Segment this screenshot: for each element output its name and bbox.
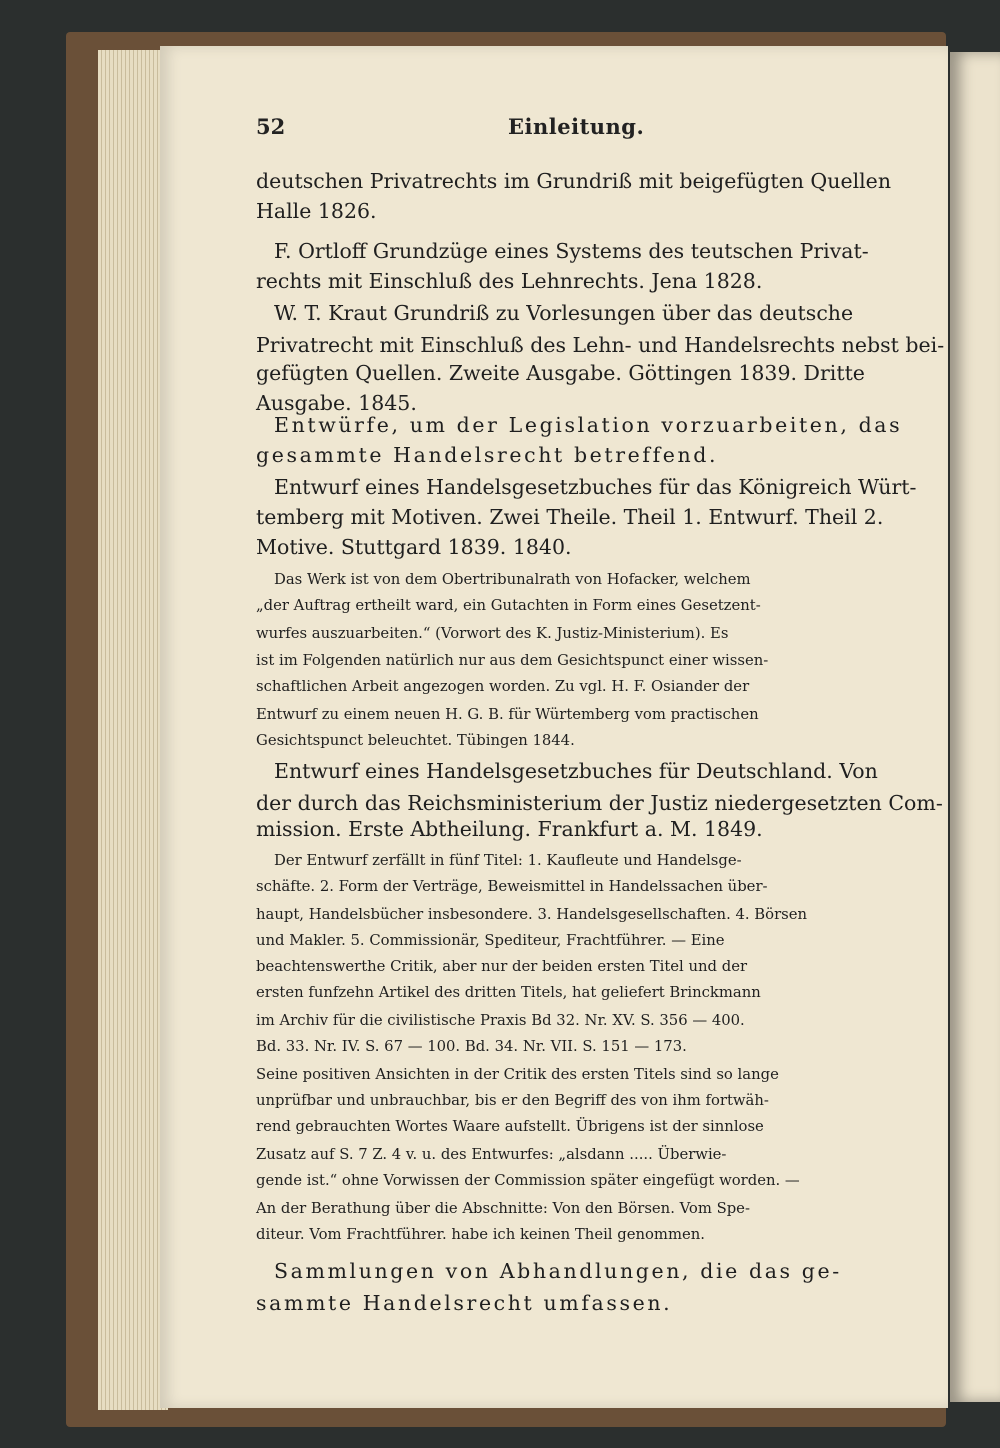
text-line: Gesichtspunct beleuchtet. Tübingen 1844. <box>256 732 575 749</box>
page-number: 52 <box>256 114 286 139</box>
text-line: Bd. 33. Nr. IV. S. 67 — 100. Bd. 34. Nr. VII. S. 151 — 173. <box>256 1038 687 1055</box>
page-edges <box>98 50 168 1410</box>
text-line: und Makler. 5. Commissionär, Spediteur, Frachtführer. — Eine <box>256 932 725 949</box>
text-line: schäfte. 2. Form der Verträge, Beweismittel in Handelssachen über- <box>256 878 768 895</box>
text-line: Entwurf zu einem neuen H. G. B. für Würtemberg vom practischen <box>256 706 759 723</box>
text-line: Der Entwurf zerfällt in fünf Titel: 1. Kaufleute und Handelsge- <box>274 852 742 869</box>
running-head: Einleitung. <box>508 114 645 139</box>
text-line: An der Berathung über die Abschnitte: Von den Börsen. Vom Spe- <box>256 1200 750 1217</box>
text-line: gende ist.“ ohne Vorwissen der Commission später eingefügt worden. — <box>256 1172 800 1189</box>
text-line: temberg mit Motiven. Zwei Theile. Theil 1. Entwurf. Theil 2. <box>256 505 884 529</box>
text-line: beachtenswerthe Critik, aber nur der beiden ersten Titel und der <box>256 958 748 975</box>
page-header <box>256 114 866 150</box>
text-line: im Archiv für die civilistische Praxis Bd 32. Nr. XV. S. 356 — 400. <box>256 1012 745 1029</box>
text-line: rechts mit Einschluß des Lehnrechts. Jena 1828. <box>256 269 763 293</box>
text-line: Seine positiven Ansichten in der Critik des ersten Titels sind so lange <box>256 1066 779 1083</box>
text-line: Halle 1826. <box>256 199 377 223</box>
text-line: Privatrecht mit Einschluß des Lehn- und Handelsrechts nebst bei- <box>256 333 945 357</box>
text-line: Motive. Stuttgard 1839. 1840. <box>256 535 572 559</box>
text-line: sammte Handelsrecht umfassen. <box>256 1291 673 1315</box>
text-line: Sammlungen von Abhandlungen, die das ge- <box>274 1259 842 1283</box>
text-line: Zusatz auf S. 7 Z. 4 v. u. des Entwurfes: „alsdann ..... Überwie- <box>256 1146 727 1163</box>
text-line: unprüfbar und unbrauchbar, bis er den Begriff des von ihm fortwäh- <box>256 1092 769 1109</box>
text-line: „der Auftrag ertheilt ward, ein Gutachten in Form eines Gesetzent- <box>256 597 761 614</box>
text-line: Entwurf eines Handelsgesetzbuches für Deutschland. Von <box>274 759 878 783</box>
text-line: Entwürfe, um der Legislation vorzuarbeiten, das <box>274 413 903 437</box>
text-line: diteur. Vom Frachtführer. habe ich keinen Theil genommen. <box>256 1226 705 1243</box>
text-line: W. T. Kraut Grundriß zu Vorlesungen über das deutsche <box>274 301 854 325</box>
text-line: mission. Erste Abtheilung. Frankfurt a. M. 1849. <box>256 817 763 841</box>
facing-page-edge <box>950 52 1000 1402</box>
text-line: ersten funfzehn Artikel des dritten Titels, hat geliefert Brinckmann <box>256 984 761 1001</box>
text-line: deutschen Privatrechts im Grundriß mit beigefügten Quellen <box>256 169 892 193</box>
text-line: Entwurf eines Handelsgesetzbuches für das Königreich Würt- <box>274 475 917 499</box>
text-line: Das Werk ist von dem Obertribunalrath von Hofacker, welchem <box>274 571 751 588</box>
text-line: F. Ortloff Grundzüge eines Systems des teutschen Privat- <box>274 239 869 263</box>
text-line: haupt, Handelsbücher insbesondere. 3. Handelsgesellschaften. 4. Börsen <box>256 906 808 923</box>
text-line: ist im Folgenden natürlich nur aus dem Gesichtspunct einer wissen- <box>256 652 769 669</box>
text-line: gesammte Handelsrecht betreffend. <box>256 443 719 467</box>
text-line: wurfes auszuarbeiten.“ (Vorwort des K. Justiz-Ministerium). Es <box>256 625 729 642</box>
text-line: rend gebrauchten Wortes Waare aufstellt. Übrigens ist der sinnlose <box>256 1118 764 1135</box>
text-line: schaftlichen Arbeit angezogen worden. Zu vgl. H. F. Osiander der <box>256 678 750 695</box>
text-line: Ausgabe. 1845. <box>256 391 417 415</box>
text-line: der durch das Reichsministerium der Justiz niedergesetzten Com- <box>256 791 943 815</box>
text-line: gefügten Quellen. Zweite Ausgabe. Göttingen 1839. Dritte <box>256 361 865 385</box>
